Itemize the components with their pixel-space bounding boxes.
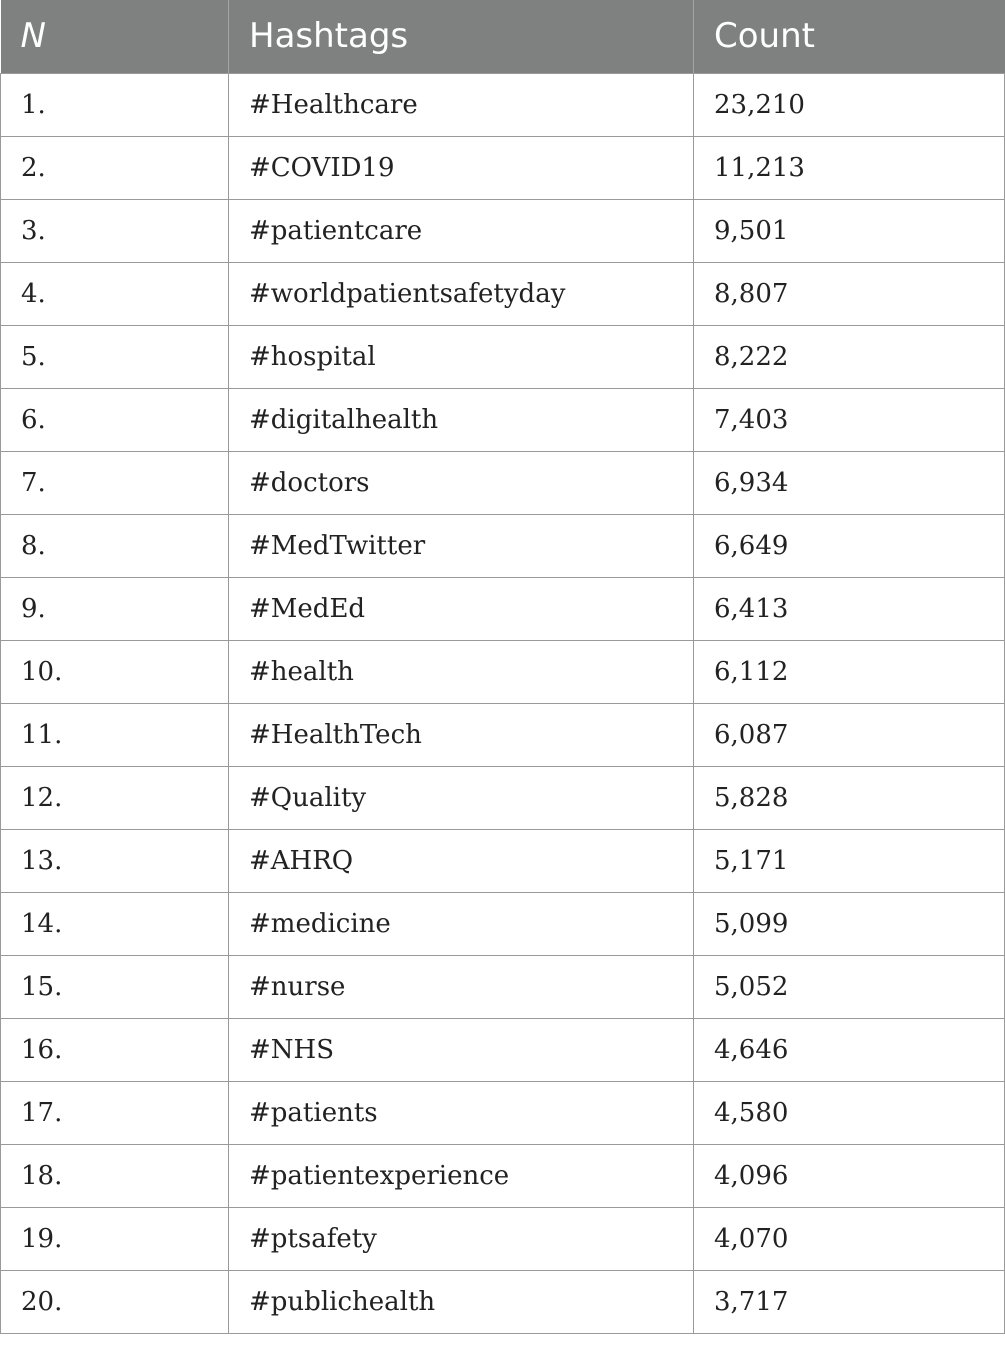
cell-rank: 6. xyxy=(1,388,229,451)
cell-rank: 18. xyxy=(1,1144,229,1207)
cell-count: 23,210 xyxy=(694,73,1005,136)
table-row xyxy=(1,262,1005,325)
table-row xyxy=(1,388,1005,451)
cell-rank: 20. xyxy=(1,1270,229,1333)
table-row xyxy=(1,136,1005,199)
table-body xyxy=(1,73,1005,1333)
cell-count: 6,934 xyxy=(694,451,1005,514)
cell-count: 6,087 xyxy=(694,703,1005,766)
cell-count: 4,070 xyxy=(694,1207,1005,1270)
cell-count: 9,501 xyxy=(694,199,1005,262)
cell-count: 3,717 xyxy=(694,1270,1005,1333)
table-row xyxy=(1,73,1005,136)
cell-rank: 13. xyxy=(1,829,229,892)
table-row xyxy=(1,1144,1005,1207)
table-row xyxy=(1,1270,1005,1333)
cell-count: 7,403 xyxy=(694,388,1005,451)
cell-hashtag: #patients xyxy=(229,1081,694,1144)
cell-hashtag: #nurse xyxy=(229,955,694,1018)
cell-rank: 1. xyxy=(1,73,229,136)
table-row xyxy=(1,955,1005,1018)
cell-hashtag: #MedEd xyxy=(229,577,694,640)
cell-rank: 12. xyxy=(1,766,229,829)
cell-hashtag: #Quality xyxy=(229,766,694,829)
column-header-count: Count xyxy=(694,0,1005,73)
cell-hashtag: #medicine xyxy=(229,892,694,955)
cell-count: 6,649 xyxy=(694,514,1005,577)
cell-count: 5,099 xyxy=(694,892,1005,955)
cell-rank: 3. xyxy=(1,199,229,262)
cell-count: 4,646 xyxy=(694,1018,1005,1081)
table-row xyxy=(1,514,1005,577)
cell-rank: 16. xyxy=(1,1018,229,1081)
header-row xyxy=(1,0,1005,73)
cell-hashtag: #HealthTech xyxy=(229,703,694,766)
cell-hashtag: #AHRQ xyxy=(229,829,694,892)
table-row xyxy=(1,766,1005,829)
cell-count: 5,828 xyxy=(694,766,1005,829)
cell-hashtag: #worldpatientsafetyday xyxy=(229,262,694,325)
cell-hashtag: #health xyxy=(229,640,694,703)
cell-hashtag: #patientcare xyxy=(229,199,694,262)
cell-rank: 8. xyxy=(1,514,229,577)
cell-rank: 5. xyxy=(1,325,229,388)
table-row xyxy=(1,703,1005,766)
cell-rank: 4. xyxy=(1,262,229,325)
cell-count: 11,213 xyxy=(694,136,1005,199)
column-header-n: N xyxy=(1,0,229,73)
table-row xyxy=(1,451,1005,514)
cell-hashtag: #patientexperience xyxy=(229,1144,694,1207)
cell-rank: 11. xyxy=(1,703,229,766)
cell-rank: 10. xyxy=(1,640,229,703)
table-row xyxy=(1,829,1005,892)
cell-hashtag: #Healthcare xyxy=(229,73,694,136)
cell-hashtag: #digitalhealth xyxy=(229,388,694,451)
cell-count: 8,222 xyxy=(694,325,1005,388)
cell-rank: 2. xyxy=(1,136,229,199)
table-row xyxy=(1,892,1005,955)
cell-rank: 15. xyxy=(1,955,229,1018)
cell-rank: 14. xyxy=(1,892,229,955)
cell-count: 4,580 xyxy=(694,1081,1005,1144)
table-row xyxy=(1,1018,1005,1081)
table-header xyxy=(1,0,1005,73)
cell-hashtag: #ptsafety xyxy=(229,1207,694,1270)
cell-rank: 19. xyxy=(1,1207,229,1270)
cell-rank: 17. xyxy=(1,1081,229,1144)
column-header-hashtags: Hashtags xyxy=(229,0,694,73)
cell-rank: 7. xyxy=(1,451,229,514)
cell-hashtag: #MedTwitter xyxy=(229,514,694,577)
cell-count: 5,171 xyxy=(694,829,1005,892)
cell-hashtag: #hospital xyxy=(229,325,694,388)
cell-count: 6,413 xyxy=(694,577,1005,640)
cell-count: 4,096 xyxy=(694,1144,1005,1207)
table-row xyxy=(1,577,1005,640)
cell-count: 6,112 xyxy=(694,640,1005,703)
table-row xyxy=(1,199,1005,262)
cell-count: 8,807 xyxy=(694,262,1005,325)
cell-rank: 9. xyxy=(1,577,229,640)
table-row xyxy=(1,1207,1005,1270)
table-row xyxy=(1,325,1005,388)
cell-hashtag: #NHS xyxy=(229,1018,694,1081)
cell-hashtag: #COVID19 xyxy=(229,136,694,199)
table-row xyxy=(1,1081,1005,1144)
cell-count: 5,052 xyxy=(694,955,1005,1018)
cell-hashtag: #doctors xyxy=(229,451,694,514)
table-row xyxy=(1,640,1005,703)
cell-hashtag: #publichealth xyxy=(229,1270,694,1333)
